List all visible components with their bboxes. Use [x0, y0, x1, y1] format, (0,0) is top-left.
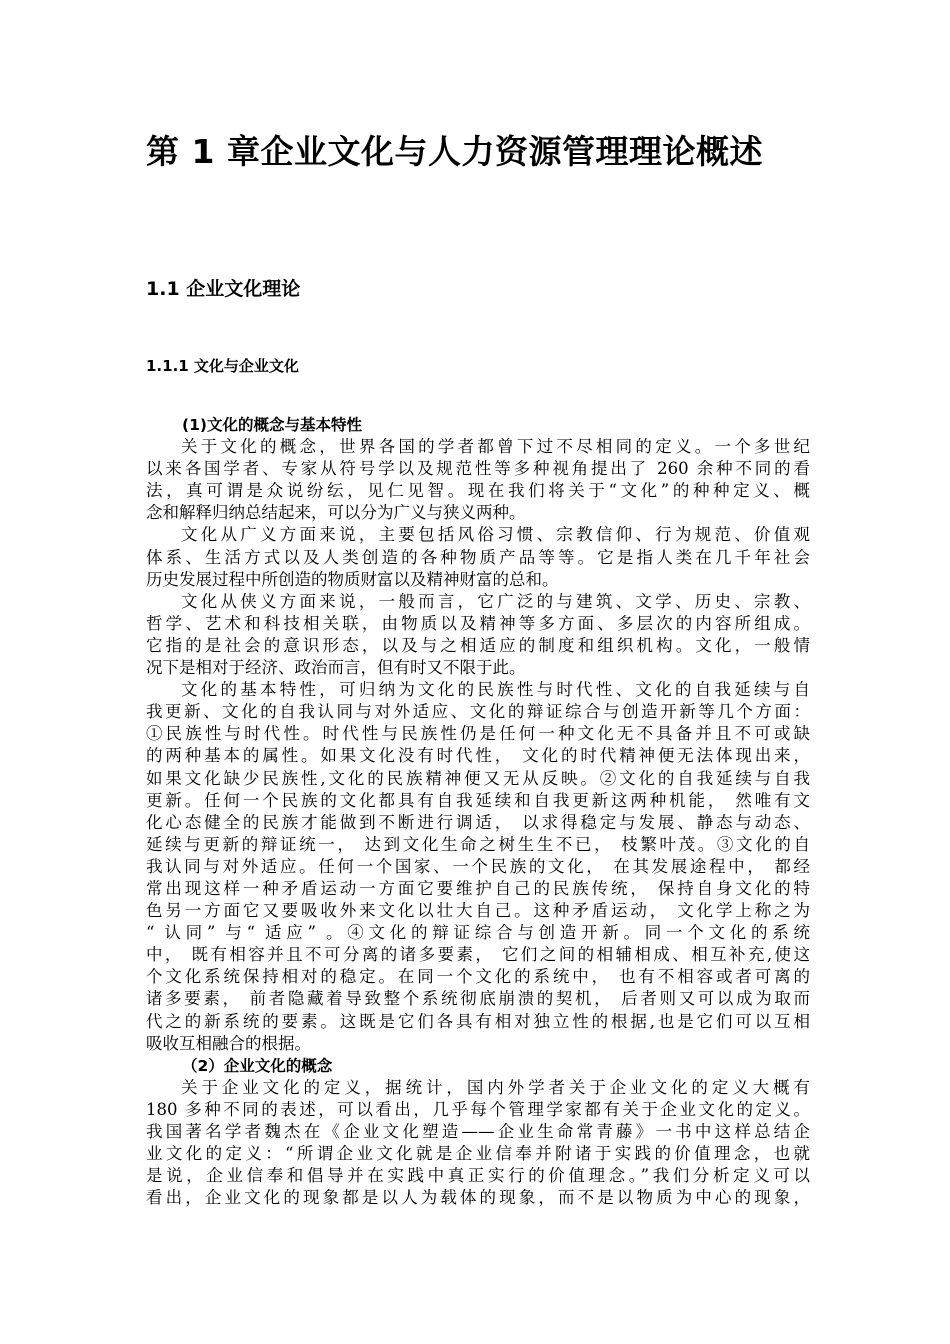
body-line: 关于企业文化的定义，据统计，国内外学者关于企业文化的定义大概有: [181, 1077, 810, 1097]
body-line: 常出现这样一种矛盾运动一方面它要维护自己的民族传统， 保持自身文化的特: [146, 878, 810, 898]
body-line: 念和解释归纳总结起来，可以分为广义与狭义两种。: [146, 503, 526, 523]
section-title: 1.1 企业文化理论: [146, 278, 301, 300]
body-line: 是说，企业信奉和倡导并在实践中真正实行的价值理念。”我们分析定义可以: [146, 1166, 810, 1186]
body-line: 我更新、文化的自我认同与对外适应、文化的辩证综合与创造开新等几个方面：: [146, 702, 810, 722]
body-line: 哲学、艺术和科技相关联，由物质以及精神等多方面、多层次的内容所组成。: [146, 613, 810, 633]
body-line: 业文化的定义：“所谓企业文化就是企业信奉并附诸于实践的价值理念，也就: [146, 1144, 810, 1164]
subsection-title: 1.1.1 文化与企业文化: [146, 357, 299, 375]
body-line: ①民族性与时代性。时代性与民族性仍是任何一种文化无不具备并且不可或缺: [146, 724, 810, 744]
body-line: 文化从广义方面来说，主要包括风俗习惯、宗教信仰、行为规范、价值观: [181, 525, 810, 545]
body-line: 看出，企业文化的现象都是以人为载体的现象，而不是以物质为中心的现象，: [146, 1188, 810, 1208]
body-line: 况下是相对于经济、政治而言，但有时又不限于此。: [146, 658, 526, 678]
body-line: 延续与更新的辩证统一， 达到文化生命之树生生不已， 枝繁叶茂。③文化的自: [146, 834, 810, 854]
body-line: 文化的基本特性，可归纳为文化的民族性与时代性、文化的自我延续与自: [181, 680, 810, 700]
body-line: 关于文化的概念，世界各国的学者都曾下过不尽相同的定义。一个多世纪: [181, 437, 810, 457]
body-line: 个文化系统保持相对的稳定。在同一个文化的系统中， 也有不相容或者可离的: [146, 967, 810, 987]
body-line: 180 多种不同的表述，可以看出，几乎每个管理学家都有关于企业文化的定义。: [146, 1099, 810, 1119]
body-line: 它指的是社会的意识形态，以及与之相适应的制度和组织机构。文化，一般情: [146, 635, 810, 655]
body-line: “ 认同” 与“ 适应” 。④文化的辩证综合与创造开新。同一个文化的系统: [146, 923, 810, 943]
paragraph-heading: （2）企业文化的概念: [182, 1056, 333, 1075]
body-line: 我认同与对外适应。任何一个国家、一个民族的文化， 在其发展途程中， 都经: [146, 856, 810, 876]
body-line: 我国著名学者魏杰在《企业文化塑造——企业生命常青藤》一书中这样总结企: [146, 1122, 810, 1141]
body-line: 文化从侠义方面来说，一般而言，它广泛的与建筑、文学、历史、宗教、: [181, 591, 810, 611]
body-line: 体系、生活方式以及人类创造的各种物质产品等等。它是指人类在几千年社会: [146, 547, 810, 567]
body-line: 以来各国学者、专家从符号学以及规范性等多种视角提出了 260 余种不同的看: [146, 459, 810, 479]
body-line: 代之的新系统的要素。这既是它们各具有相对独立性的根据,也是它们可以互相: [146, 1011, 810, 1031]
body-line: 色另一方面它又要吸收外来文化以壮大自己。这种矛盾运动， 文化学上称之为: [146, 901, 810, 921]
body-line: 法，真可谓是众说纷纭，见仁见智。现在我们将关于“文化”的种种定义、概: [146, 481, 810, 501]
body-text: [146, 414, 810, 1209]
body-line: 如果文化缺少民族性,文化的民族精神便又无从反映。②文化的自我延续与自我: [146, 768, 810, 788]
body-line: 吸收互相融合的根据。: [146, 1033, 311, 1053]
chapter-title: 第 1 章企业文化与人力资源管理理论概述: [146, 132, 763, 171]
body-line: 历史发展过程中所创造的物质财富以及精神财富的总和。: [146, 569, 559, 589]
body-line: 中， 既有相容并且不可分离的诸多要素， 它们之间的相辅相成、相互补充,使这: [146, 945, 810, 965]
body-line: 的两种基本的属性。如果文化没有时代性， 文化的时代精神便无法体现出来，: [146, 746, 810, 766]
body-line: 诸多要素， 前者隐藏着导致整个系统彻底崩溃的契机， 后者则又可以成为取而: [146, 989, 810, 1009]
body-line: 更新。任何一个民族的文化都具有自我延续和自我更新这两种机能， 然唯有文: [146, 790, 810, 810]
body-line: 化心态健全的民族才能做到不断进行调适， 以求得稳定与发展、静态与动态、: [146, 812, 810, 832]
paragraph-heading: (1)文化的概念与基本特性: [182, 416, 362, 434]
